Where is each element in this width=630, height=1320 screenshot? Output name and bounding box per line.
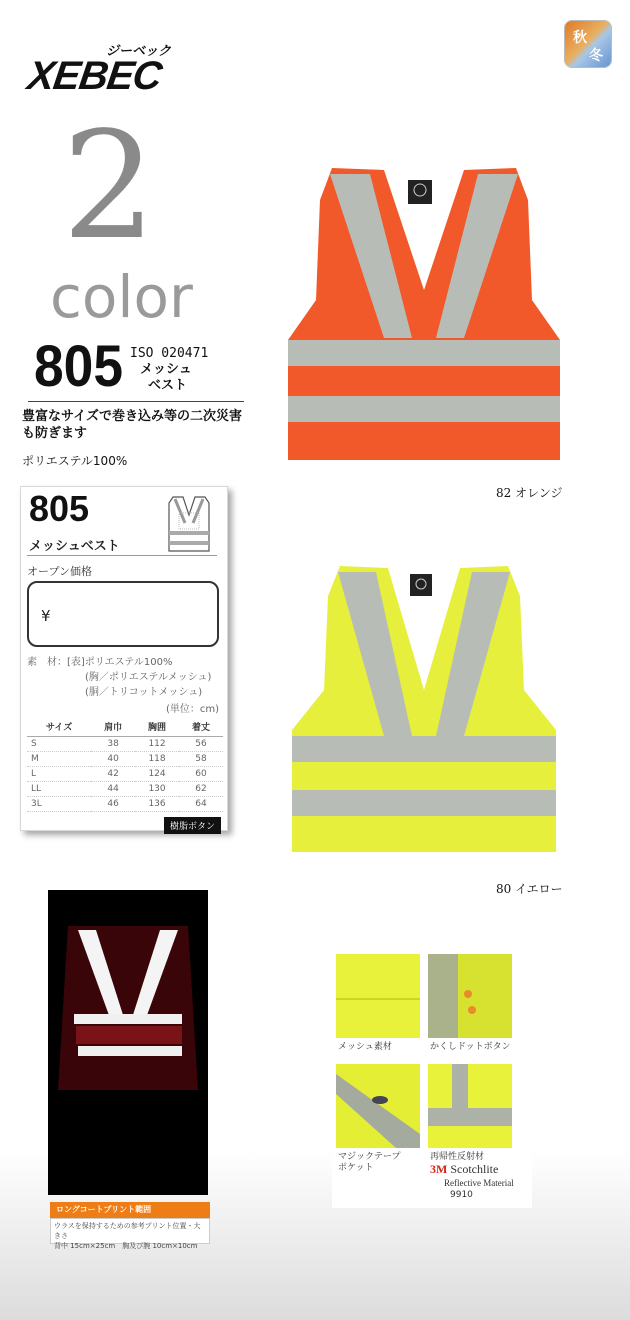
card-material-line3: (胴／トリコットメッシュ) bbox=[85, 687, 203, 698]
divider bbox=[28, 401, 244, 402]
reflective-label: 再帰性反射材 bbox=[430, 1152, 485, 1162]
table-row bbox=[27, 767, 223, 782]
vest-sketch-icon bbox=[161, 493, 217, 555]
card-price-label: オープン価格 bbox=[27, 565, 93, 578]
card-model-number: 805 bbox=[29, 488, 90, 529]
header-chest: 胸囲 bbox=[135, 717, 179, 737]
table-cell: 40 bbox=[91, 752, 135, 767]
card-unit: (単位：cm) bbox=[165, 704, 219, 715]
card-material-line1: 素 材：[表]ポリエステル100% bbox=[27, 657, 173, 668]
button-thumb bbox=[428, 954, 512, 1038]
print-range-line2: 背中 15cm×25cm 胸及び腕 10cm×10cm bbox=[54, 1242, 198, 1250]
color-word: color bbox=[50, 263, 193, 331]
reflective-band-upper bbox=[288, 340, 560, 366]
brand-name: XEBEC bbox=[24, 54, 164, 98]
reflective-thumb bbox=[428, 1064, 512, 1148]
scotchlite-logo bbox=[430, 1164, 498, 1175]
print-range-line1: ウラスを保持するための参考プリント位置・大きさ bbox=[54, 1222, 201, 1240]
reflective-band-upper bbox=[292, 736, 556, 762]
table-cell: 46 bbox=[91, 797, 135, 812]
reflective-band-lower bbox=[288, 396, 560, 422]
mesh-thumb bbox=[336, 954, 420, 1038]
table-cell: 58 bbox=[179, 752, 223, 767]
reflective-material: Reflective Material bbox=[444, 1178, 514, 1188]
table-cell: M bbox=[27, 752, 91, 767]
table-cell: 56 bbox=[179, 737, 223, 752]
table-cell: 44 bbox=[91, 782, 135, 797]
pocket-label-line2: ポケット bbox=[338, 1163, 374, 1173]
table-cell: L bbox=[27, 767, 91, 782]
size-table bbox=[27, 717, 223, 812]
table-cell: 60 bbox=[179, 767, 223, 782]
table-cell: 136 bbox=[135, 797, 179, 812]
detail-panel bbox=[332, 950, 532, 1208]
reflective-band-lower bbox=[292, 790, 556, 816]
table-cell: LL bbox=[27, 782, 91, 797]
header-length: 着丈 bbox=[179, 717, 223, 737]
table-row bbox=[27, 797, 223, 812]
product-name-line2: ベスト bbox=[148, 378, 188, 393]
table-cell: 112 bbox=[135, 737, 179, 752]
table-row bbox=[27, 752, 223, 767]
iso-code: ISO 020471 bbox=[130, 346, 209, 361]
table-cell: 42 bbox=[91, 767, 135, 782]
spec-card bbox=[20, 486, 228, 831]
card-product-name: メッシュベスト bbox=[29, 539, 120, 554]
neck-label bbox=[410, 574, 432, 596]
yellow-caption: 80 イエロー bbox=[496, 882, 563, 896]
mesh-label: メッシュ素材 bbox=[338, 1042, 392, 1052]
product-name bbox=[140, 362, 220, 394]
card-material bbox=[27, 655, 227, 700]
table-cell: 124 bbox=[135, 767, 179, 782]
button-type-badge: 樹脂ボタン bbox=[164, 817, 221, 834]
table-cell: 118 bbox=[135, 752, 179, 767]
card-divider bbox=[27, 555, 217, 556]
table-cell: 130 bbox=[135, 782, 179, 797]
size-table-header bbox=[27, 717, 223, 737]
table-cell: 3L bbox=[27, 797, 91, 812]
scotchlite-name: Scotchlite bbox=[450, 1162, 499, 1176]
table-cell: 62 bbox=[179, 782, 223, 797]
card-material-line2: (胸／ポリエステルメッシュ) bbox=[85, 672, 212, 683]
product-material: ポリエステル100% bbox=[22, 454, 128, 468]
card-price-symbol: ¥ bbox=[41, 607, 51, 625]
card-price-box bbox=[27, 581, 219, 647]
header-size: サイズ bbox=[27, 717, 91, 737]
material-code: 9910 bbox=[450, 1190, 473, 1200]
orange-caption: 82 オレンジ bbox=[496, 486, 563, 500]
product-name-line1: メッシュ bbox=[140, 362, 192, 377]
season-winter: 冬 bbox=[589, 48, 603, 64]
print-range-box bbox=[50, 1218, 210, 1250]
print-range-title: ロングコートプリント範囲 bbox=[50, 1202, 210, 1218]
brand-logo bbox=[24, 40, 208, 100]
model-number: 805 bbox=[34, 334, 124, 399]
pocket-label bbox=[338, 1152, 401, 1174]
table-cell: S bbox=[27, 737, 91, 752]
pocket-thumb bbox=[336, 1064, 420, 1148]
table-row bbox=[27, 782, 223, 797]
table-row bbox=[27, 737, 223, 752]
season-badge bbox=[564, 20, 612, 68]
pocket-label-line1: マジックテープ bbox=[338, 1152, 401, 1162]
color-count: 2 bbox=[62, 100, 157, 272]
table-cell: 64 bbox=[179, 797, 223, 812]
table-cell: 38 bbox=[91, 737, 135, 752]
night-reflective-photo bbox=[48, 890, 208, 1195]
brand-3m: 3M bbox=[430, 1162, 448, 1176]
product-description: 豊富なサイズで巻き込み等の二次災害も防ぎます bbox=[22, 409, 242, 441]
yellow-vest-image bbox=[284, 560, 564, 860]
orange-vest-image bbox=[284, 160, 564, 470]
season-autumn: 秋 bbox=[573, 30, 587, 46]
brand-katakana: ジーベック bbox=[106, 44, 172, 59]
hidden-button-label: かくしドットボタン bbox=[430, 1042, 511, 1052]
header-shoulder: 肩巾 bbox=[91, 717, 135, 737]
